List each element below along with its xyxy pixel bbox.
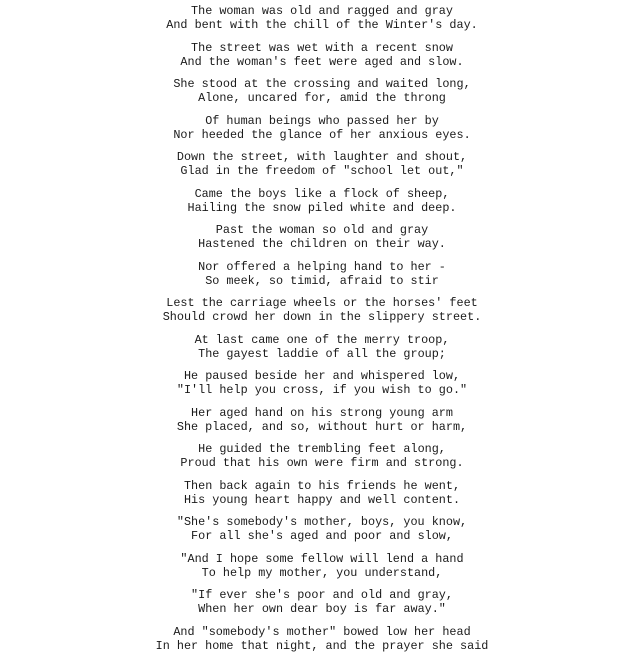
poem-line: Then back again to his friends he went,: [183, 478, 461, 493]
stanza: [0, 406, 644, 434]
poem-line: He paused beside her and whispered low,: [183, 369, 461, 383]
stanza: [0, 77, 644, 105]
poem-line: "I'll help you cross, if you wish to go.": [176, 383, 468, 397]
stanza: [0, 442, 644, 470]
poem-line: And the woman's feet were aged and slow.: [180, 54, 464, 69]
poem-line: Hailing the snow piled white and deep.: [187, 200, 457, 215]
poem-line: He guided the trembling feet along,: [198, 442, 446, 456]
poem-line: She placed, and so, without hurt or harm,: [176, 419, 468, 434]
stanza: [0, 260, 644, 288]
poem-line: Of human beings who passed her by: [205, 113, 439, 128]
poem-line: For all she's aged and poor and slow,: [191, 529, 453, 543]
poem-line: The woman was old and ragged and gray: [191, 4, 453, 18]
stanza: [0, 588, 644, 616]
stanza: [0, 625, 644, 653]
poem-line: "She's somebody's mother, boys, you know,: [176, 515, 468, 529]
stanza: [0, 515, 644, 543]
poem-line: His young heart happy and well content.: [183, 492, 461, 507]
stanza: [0, 223, 644, 251]
poem-line: Nor heeded the glance of her anxious eyes.: [173, 127, 471, 142]
stanza: [0, 552, 644, 580]
stanza: [0, 114, 644, 142]
poem-line: Past the woman so old and gray: [215, 223, 429, 237]
poem-line: The gayest laddie of all the group;: [198, 346, 446, 361]
stanza: [0, 479, 644, 507]
poem-line: Should crowd her down in the slippery street.: [162, 310, 482, 324]
poem-line: To help my mother, you understand,: [201, 565, 443, 580]
poem-line: And bent with the chill of the Winter's day.: [166, 18, 478, 32]
poem-line: Her aged hand on his strong young arm: [191, 405, 453, 420]
poem-line: Nor offered a helping hand to her -: [198, 259, 446, 274]
poem-line: The street was wet with a recent snow: [191, 40, 453, 55]
poem-line: Lest the carriage wheels or the horses' feet: [166, 296, 478, 310]
poem-line: At last came one of the merry troop,: [194, 332, 450, 347]
poem-line: In her home that night, and the prayer she said: [155, 638, 489, 653]
poem-line: Alone, uncared for, amid the throng: [198, 91, 446, 105]
stanza: [0, 296, 644, 324]
stanza: [0, 369, 644, 397]
poem-line: Came the boys like a flock of sheep,: [194, 186, 450, 201]
stanza: [0, 4, 644, 32]
poem-line: So meek, so timid, afraid to stir: [205, 273, 439, 288]
poem-line: Down the street, with laughter and shout,: [176, 150, 468, 164]
stanza: [0, 187, 644, 215]
poem-line: "And I hope some fellow will lend a hand: [180, 551, 464, 566]
stanza: [0, 41, 644, 69]
poem-line: She stood at the crossing and waited long,: [173, 77, 471, 91]
poem-line: Glad in the freedom of "school let out,": [180, 164, 464, 178]
stanza: [0, 333, 644, 361]
poem-line: When her own dear boy is far away.": [198, 602, 446, 616]
poem-line: Proud that his own were firm and strong.: [180, 456, 464, 470]
poem-line: "If ever she's poor and old and gray,: [191, 588, 453, 602]
poem-line: Hastened the children on their way.: [198, 237, 446, 251]
poem-line: And "somebody's mother" bowed low her head: [173, 624, 471, 639]
stanza: [0, 150, 644, 178]
